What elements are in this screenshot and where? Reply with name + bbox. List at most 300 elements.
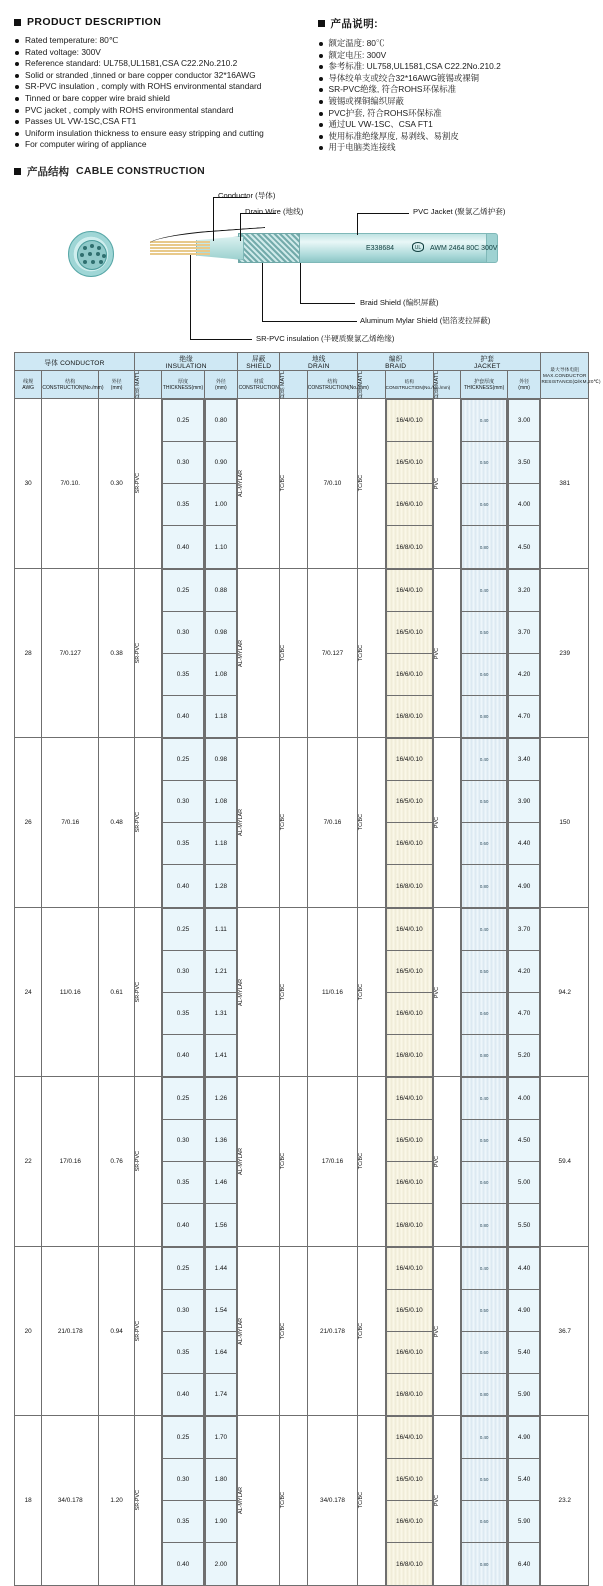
- cell-jacket-thickness: [461, 1416, 507, 1586]
- list-item: PVC jacket , comply with ROHS environmental standard: [14, 105, 302, 117]
- cell-jacket-thickness: [461, 738, 507, 908]
- sub-value-cell: 0.60: [462, 484, 506, 526]
- sub-value-table: [508, 399, 541, 568]
- sub-value-cell: 4.20: [508, 950, 540, 992]
- vertical-text: AL-MYLAR: [238, 1317, 245, 1345]
- sub-value-cell: 0.80: [462, 1204, 506, 1246]
- group-header-insulation: 绝缘 INSULATION: [135, 353, 238, 371]
- sub-value-cell: 16/6/0.10: [386, 823, 432, 865]
- sub-value-cell: 16/4/0.10: [386, 1247, 432, 1289]
- cell-insulation-od: [204, 907, 238, 1077]
- sub-value-cell: 0.40: [163, 1373, 203, 1415]
- col-braid-construction: 结构 CONSTRUCTION(No./No./mm): [385, 371, 433, 399]
- sub-value-cell: 5.40: [508, 1459, 540, 1501]
- cell-braid-material: [358, 399, 385, 569]
- sub-value-cell: 3.20: [508, 569, 540, 611]
- vertical-text: PVC: [434, 478, 441, 490]
- vertical-text: AL-MYLAR: [238, 639, 245, 667]
- sub-value-cell: 0.50: [462, 1120, 506, 1162]
- sub-value-cell: 6.40: [508, 1543, 540, 1585]
- sub-value-cell: 0.25: [163, 1078, 203, 1120]
- sub-value-cell: 3.50: [508, 442, 540, 484]
- sub-value-table: [162, 569, 203, 738]
- col-jacket-thickness: 护套厚度 THICKNESS(mm): [461, 371, 507, 399]
- list-item: 额定温度: 80℃: [318, 38, 590, 50]
- description-english-column: [14, 16, 302, 154]
- cell-jacket-thickness: [461, 1077, 507, 1247]
- list-item: Uniform insulation thickness to ensure easy stripping and cutting: [14, 128, 302, 140]
- leader-line: [190, 339, 252, 340]
- cell-jacket-thickness: [461, 1246, 507, 1416]
- sub-value-cell: 1.56: [205, 1204, 237, 1246]
- leader-line: [300, 303, 355, 304]
- cell-jacket-material: [434, 1077, 461, 1247]
- cell-insulation-material: [135, 1416, 162, 1586]
- sub-value-cell: 16/5/0.10: [386, 442, 432, 484]
- sub-value-table: [461, 569, 506, 738]
- sub-value-cell: 1.36: [205, 1120, 237, 1162]
- sub-value-cell: 1.54: [205, 1289, 237, 1331]
- sub-value-cell: 0.35: [163, 1331, 203, 1373]
- sub-value-cell: 0.60: [462, 1162, 506, 1204]
- label-braid-shield: Braid Shield (编织屏蔽): [360, 297, 439, 307]
- cell-shield-construction: [238, 738, 280, 908]
- sub-value-cell: 16/8/0.10: [386, 1034, 432, 1076]
- sub-value-cell: 0.40: [462, 739, 506, 781]
- sub-value-table: [461, 738, 506, 907]
- vertical-text: TC/BC: [280, 1492, 287, 1509]
- list-item: Passes UL VW-1SC,CSA FT1: [14, 116, 302, 128]
- table-row: [15, 1246, 589, 1416]
- sub-value-cell: 0.40: [163, 865, 203, 907]
- cell-resistance: 23.2: [541, 1416, 589, 1586]
- cell-jacket-od: [507, 1246, 541, 1416]
- sub-value-table: [205, 1247, 238, 1416]
- vertical-text: AL-MYLAR: [238, 470, 245, 498]
- sub-value-table: [508, 569, 541, 738]
- list-item: 用于电脑类连接线: [318, 142, 590, 154]
- description-list-en: [14, 35, 302, 151]
- cell-conductor-od: 0.94: [99, 1246, 135, 1416]
- cell-awg: 26: [15, 738, 42, 908]
- vertical-text: TC/BC: [280, 1153, 287, 1170]
- col-shield-construction: 材质 CONSTRUCTION: [238, 371, 280, 399]
- sub-value-cell: 0.35: [163, 484, 203, 526]
- sub-value-cell: 4.70: [508, 695, 540, 737]
- sub-value-cell: 16/8/0.10: [386, 1204, 432, 1246]
- sub-value-cell: 16/6/0.10: [386, 484, 432, 526]
- list-item: 导体绞单支或绞合32*16AWG镀锡或裸铜: [318, 73, 590, 85]
- cell-insulation-od: [204, 568, 238, 738]
- sub-value-cell: 0.40: [462, 400, 506, 442]
- sub-value-cell: 16/6/0.10: [386, 1162, 432, 1204]
- cell-shield-construction: [238, 399, 280, 569]
- cell-drain-material: [280, 738, 307, 908]
- description-chinese-column: [302, 16, 590, 154]
- list-item: Reference standard: UL758,UL1581,CSA C22.2No.210.2: [14, 58, 302, 70]
- sub-value-table: [162, 738, 203, 907]
- cell-conductor-od: 1.20: [99, 1416, 135, 1586]
- list-item: 额定电压: 300V: [318, 50, 590, 62]
- cell-jacket-thickness: [461, 568, 507, 738]
- cell-drain-construction: 7/0.16: [307, 738, 358, 908]
- list-item: 镀锡或裸铜编织屏蔽: [318, 96, 590, 108]
- sub-value-table: [461, 908, 506, 1077]
- cell-insulation-thickness: [162, 1416, 204, 1586]
- sub-value-table: [508, 1077, 541, 1246]
- group-header-drain: 地线 DRAIN: [280, 353, 358, 371]
- leader-line: [262, 263, 263, 321]
- cell-jacket-od: [507, 399, 541, 569]
- sub-value-cell: 16/4/0.10: [386, 908, 432, 950]
- sub-value-cell: 4.00: [508, 1078, 540, 1120]
- cell-jacket-od: [507, 738, 541, 908]
- list-item: Rated temperature: 80℃: [14, 35, 302, 47]
- sub-value-cell: 0.30: [163, 1459, 203, 1501]
- group-header-shield: 屏蔽 SHIELD: [238, 353, 280, 371]
- cell-conductor-construction: 7/0.16: [42, 738, 99, 908]
- vertical-text: TC/BC: [358, 814, 365, 831]
- sub-value-cell: 16/6/0.10: [386, 1501, 432, 1543]
- cell-insulation-thickness: [162, 1077, 204, 1247]
- sub-value-cell: 0.80: [462, 695, 506, 737]
- cell-shield-construction: [238, 568, 280, 738]
- sub-value-cell: 0.40: [462, 1247, 506, 1289]
- sub-value-cell: 16/4/0.10: [386, 1078, 432, 1120]
- table-body: [15, 399, 589, 1586]
- sub-value-cell: 16/4/0.10: [386, 569, 432, 611]
- cell-insulation-material: [135, 738, 162, 908]
- cell-resistance: 36.7: [541, 1246, 589, 1416]
- cell-braid-construction: [385, 907, 433, 1077]
- sub-value-cell: 0.40: [163, 1034, 203, 1076]
- sub-value-cell: 0.25: [163, 1417, 203, 1459]
- sub-value-cell: 0.50: [462, 1459, 506, 1501]
- sub-value-cell: 0.35: [163, 1162, 203, 1204]
- sub-value-cell: 0.80: [462, 1373, 506, 1415]
- sub-value-cell: 0.25: [163, 739, 203, 781]
- col-jacket-material: 材质 MAT'L: [434, 371, 461, 399]
- sub-value-cell: 0.40: [462, 569, 506, 611]
- sub-value-cell: 0.35: [163, 1501, 203, 1543]
- sub-value-table: [461, 1416, 506, 1585]
- square-bullet-icon: [14, 19, 21, 26]
- vertical-text: SR-PVC: [135, 473, 142, 494]
- cell-drain-construction: 21/0.178: [307, 1246, 358, 1416]
- cell-insulation-thickness: [162, 907, 204, 1077]
- cell-shield-construction: [238, 1416, 280, 1586]
- cell-resistance: 239: [541, 568, 589, 738]
- sub-value-table: [386, 1077, 433, 1246]
- sub-value-cell: 3.00: [508, 400, 540, 442]
- group-header-conductor: 导体 CONDUCTOR: [15, 353, 135, 371]
- sub-value-table: [162, 1416, 203, 1585]
- sub-value-cell: 0.25: [163, 569, 203, 611]
- sub-value-cell: 1.18: [205, 823, 237, 865]
- cell-braid-construction: [385, 738, 433, 908]
- cell-awg: 20: [15, 1246, 42, 1416]
- cell-conductor-od: 0.38: [99, 568, 135, 738]
- leader-line: [300, 263, 301, 303]
- vertical-text: AL-MYLAR: [238, 1487, 245, 1515]
- list-item: SR-PVC insulation , comply with ROHS environmental standard: [14, 81, 302, 93]
- table-row: [15, 399, 589, 569]
- sub-value-cell: 4.40: [508, 823, 540, 865]
- sub-value-cell: 4.90: [508, 1289, 540, 1331]
- cell-conductor-construction: 21/0.178: [42, 1246, 99, 1416]
- sub-value-cell: 1.44: [205, 1247, 237, 1289]
- cell-drain-material: [280, 1246, 307, 1416]
- sub-value-cell: 3.70: [508, 611, 540, 653]
- cell-conductor-construction: 7/0.127: [42, 568, 99, 738]
- description-title-en: PRODUCT DESCRIPTION: [27, 16, 162, 28]
- sub-value-cell: 1.08: [205, 781, 237, 823]
- sub-value-cell: 5.50: [508, 1204, 540, 1246]
- cell-awg: 30: [15, 399, 42, 569]
- vertical-text: TC/BC: [358, 1153, 365, 1170]
- sub-value-cell: 1.08: [205, 653, 237, 695]
- sub-value-cell: 1.90: [205, 1501, 237, 1543]
- sub-value-table: [205, 738, 238, 907]
- table-row: [15, 1416, 589, 1586]
- group-header-jacket: 护套 JACKET: [434, 353, 541, 371]
- sub-value-cell: 4.70: [508, 992, 540, 1034]
- sub-value-cell: 16/4/0.10: [386, 400, 432, 442]
- sub-value-cell: 1.80: [205, 1459, 237, 1501]
- sub-value-cell: 1.28: [205, 865, 237, 907]
- sub-value-cell: 0.30: [163, 1120, 203, 1162]
- cell-insulation-thickness: [162, 1246, 204, 1416]
- cell-insulation-thickness: [162, 399, 204, 569]
- list-item: PVC护套, 符合ROHS环保标准: [318, 108, 590, 120]
- description-title-cn-row: [318, 16, 590, 31]
- cell-conductor-construction: 7/0.10.: [42, 399, 99, 569]
- sub-value-cell: 0.40: [462, 1417, 506, 1459]
- table-row: [15, 568, 589, 738]
- awm-marking: AWM 2464 80C 300V: [430, 244, 498, 252]
- sub-value-cell: 1.41: [205, 1034, 237, 1076]
- vertical-text: TC/BC: [358, 475, 365, 492]
- cell-braid-material: [358, 1416, 385, 1586]
- cell-braid-material: [358, 568, 385, 738]
- cell-insulation-od: [204, 1077, 238, 1247]
- cell-drain-construction: 17/0.16: [307, 1077, 358, 1247]
- cell-insulation-material: [135, 907, 162, 1077]
- sub-value-cell: 16/5/0.10: [386, 1289, 432, 1331]
- sub-value-cell: 0.40: [163, 695, 203, 737]
- cell-shield-construction: [238, 1077, 280, 1247]
- col-jacket-od: 外径 (mm): [507, 371, 541, 399]
- construction-title-cn: 产品结构: [27, 165, 69, 178]
- cell-resistance: 59.4: [541, 1077, 589, 1247]
- sub-value-cell: 0.40: [163, 1204, 203, 1246]
- sub-value-table: [386, 1247, 433, 1416]
- col-drain-material: 材质 MAT'L: [280, 371, 307, 399]
- sub-value-cell: 1.70: [205, 1417, 237, 1459]
- vertical-text: TC/BC: [358, 983, 365, 1001]
- table-sub-header-row: [15, 371, 589, 399]
- vertical-text: PVC: [434, 817, 441, 829]
- cell-insulation-material: [135, 1077, 162, 1247]
- sub-value-cell: 0.60: [462, 653, 506, 695]
- sub-value-cell: 5.90: [508, 1501, 540, 1543]
- square-bullet-icon: [14, 168, 21, 175]
- sub-value-cell: 16/8/0.10: [386, 1543, 432, 1585]
- sub-value-cell: 0.80: [462, 526, 506, 568]
- vertical-text: SR-PVC: [135, 642, 142, 664]
- cell-resistance: 381: [541, 399, 589, 569]
- sub-value-table: [461, 399, 506, 568]
- sub-value-cell: 1.21: [205, 950, 237, 992]
- specification-table: [14, 352, 601, 1586]
- vertical-text: AL-MYLAR: [238, 978, 245, 1006]
- sub-value-cell: 0.30: [163, 611, 203, 653]
- description-title-en-row: [14, 16, 302, 28]
- cell-drain-material: [280, 568, 307, 738]
- vertical-text: TC/BC: [280, 1322, 287, 1340]
- cell-jacket-od: [507, 568, 541, 738]
- col-insulation-material: 材质 MAT'L: [135, 371, 162, 399]
- cell-jacket-material: [434, 1416, 461, 1586]
- sub-value-table: [205, 399, 238, 568]
- list-item: 通过UL VW-1SC、CSA FT1: [318, 119, 590, 131]
- table-group-header-row: [15, 353, 589, 371]
- label-mylar-shield: Aluminum Mylar Shield (铝箔麦拉屏蔽): [360, 315, 491, 325]
- sub-value-cell: 1.31: [205, 992, 237, 1034]
- cell-jacket-thickness: [461, 399, 507, 569]
- ul-logo-icon: UL: [412, 242, 424, 252]
- cable-construction-diagram: [0, 183, 603, 343]
- sub-value-cell: 0.40: [462, 1078, 506, 1120]
- sub-value-cell: 0.35: [163, 992, 203, 1034]
- cell-insulation-od: [204, 1416, 238, 1586]
- cell-jacket-od: [507, 907, 541, 1077]
- leader-line: [240, 213, 241, 241]
- construction-title-en: CABLE CONSTRUCTION: [76, 165, 206, 178]
- cell-drain-construction: 7/0.10: [307, 399, 358, 569]
- sub-value-cell: 16/5/0.10: [386, 781, 432, 823]
- cell-jacket-od: [507, 1416, 541, 1586]
- sub-value-cell: 4.40: [508, 1247, 540, 1289]
- vertical-text: TC/BC: [358, 1322, 365, 1340]
- vertical-text: TC/BC: [280, 814, 287, 831]
- sub-value-cell: 4.50: [508, 526, 540, 568]
- sub-value-table: [461, 1077, 506, 1246]
- cell-insulation-thickness: [162, 568, 204, 738]
- cell-drain-material: [280, 1416, 307, 1586]
- vertical-text: TC/BC: [358, 644, 365, 662]
- col-insulation-od: 外径 (mm): [204, 371, 238, 399]
- cell-jacket-material: [434, 738, 461, 908]
- vertical-text: TC/BC: [280, 983, 287, 1001]
- cell-insulation-od: [204, 1246, 238, 1416]
- cell-jacket-thickness: [461, 907, 507, 1077]
- sub-value-cell: 0.80: [462, 1034, 506, 1076]
- vertical-text: SR-PVC: [135, 1490, 142, 1511]
- sub-value-cell: 0.30: [163, 781, 203, 823]
- sub-value-cell: 4.20: [508, 653, 540, 695]
- sub-value-cell: 16/8/0.10: [386, 695, 432, 737]
- group-header-braid: 编织 BRAID: [358, 353, 434, 371]
- vertical-text: SR-PVC: [135, 812, 142, 833]
- cell-insulation-thickness: [162, 738, 204, 908]
- sub-value-table: [508, 738, 541, 907]
- sub-value-cell: 0.88: [205, 569, 237, 611]
- sub-value-table: [205, 908, 238, 1077]
- list-item: Solid or stranded ,tinned or bare copper conductor 32*16AWG: [14, 70, 302, 82]
- sub-value-table: [162, 908, 203, 1077]
- sub-value-table: [386, 1416, 433, 1585]
- product-description-section: [0, 0, 603, 154]
- sub-value-cell: 4.90: [508, 865, 540, 907]
- core-strand: [150, 250, 210, 252]
- sub-value-cell: 16/4/0.10: [386, 1417, 432, 1459]
- cell-conductor-od: 0.61: [99, 907, 135, 1077]
- cell-awg: 24: [15, 907, 42, 1077]
- cell-braid-material: [358, 1246, 385, 1416]
- sub-value-cell: 0.98: [205, 739, 237, 781]
- vertical-text: PVC: [434, 647, 441, 659]
- sub-value-cell: 0.50: [462, 950, 506, 992]
- leader-line: [190, 255, 191, 339]
- vertical-text: SR-PVC: [135, 1320, 142, 1342]
- table-row: [15, 1077, 589, 1247]
- sub-value-cell: 1.10: [205, 526, 237, 568]
- vertical-text: SR-PVC: [135, 1151, 142, 1172]
- sub-value-table: [386, 399, 433, 568]
- cell-drain-material: [280, 1077, 307, 1247]
- vertical-text: PVC: [434, 1325, 441, 1337]
- sub-value-cell: 1.18: [205, 695, 237, 737]
- vertical-text: SR-PVC: [135, 981, 142, 1003]
- ul-file-number: E338684: [366, 244, 395, 252]
- sub-value-cell: 16/5/0.10: [386, 1120, 432, 1162]
- sub-value-cell: 5.90: [508, 1373, 540, 1415]
- cell-jacket-material: [434, 1246, 461, 1416]
- group-header-resistance: 最大导体电阻 MAX.CONDUCTOR RESISTANCE(Ω/KM,20℃): [541, 353, 589, 399]
- label-conductor: Conductor (导体): [218, 190, 276, 200]
- table-row: [15, 907, 589, 1077]
- cell-shield-construction: [238, 907, 280, 1077]
- leader-line: [213, 197, 214, 241]
- cell-braid-construction: [385, 1077, 433, 1247]
- cell-resistance: 94.2: [541, 907, 589, 1077]
- sub-value-table: [162, 1077, 203, 1246]
- cell-awg: 28: [15, 568, 42, 738]
- sub-value-cell: 1.64: [205, 1331, 237, 1373]
- cell-conductor-construction: 17/0.16: [42, 1077, 99, 1247]
- list-item: SR-PVC绝缘, 符合ROHS环保标准: [318, 84, 590, 96]
- sub-value-cell: 2.00: [205, 1543, 237, 1585]
- sub-value-cell: 16/6/0.10: [386, 653, 432, 695]
- sub-value-cell: 4.50: [508, 1120, 540, 1162]
- cell-drain-construction: 34/0.178: [307, 1416, 358, 1586]
- cell-drain-material: [280, 907, 307, 1077]
- col-conductor-od: 外径 (mm): [99, 371, 135, 399]
- sub-value-cell: 0.50: [462, 611, 506, 653]
- cell-conductor-construction: 34/0.178: [42, 1416, 99, 1586]
- sub-value-cell: 5.20: [508, 1034, 540, 1076]
- sub-value-cell: 16/8/0.10: [386, 526, 432, 568]
- sub-value-cell: 5.00: [508, 1162, 540, 1204]
- sub-value-table: [508, 908, 541, 1077]
- sub-value-cell: 3.90: [508, 781, 540, 823]
- sub-value-cell: 0.40: [462, 908, 506, 950]
- label-drain-wire: Drain Wire (地线): [245, 206, 304, 216]
- sub-value-table: [205, 569, 238, 738]
- sub-value-cell: 0.25: [163, 1247, 203, 1289]
- sub-value-cell: 16/8/0.10: [386, 865, 432, 907]
